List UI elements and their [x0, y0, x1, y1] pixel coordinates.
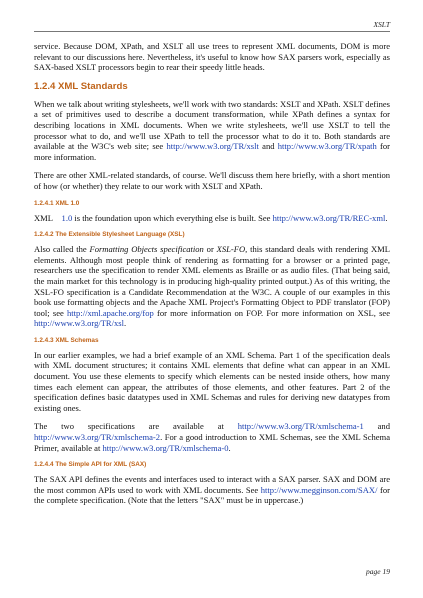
sax-paragraph — [34, 474, 390, 506]
subsection-heading-xsl: 1.2.4.2 The Extensible Stylesheet Language (XSL) — [34, 231, 185, 239]
rec-xml-link[interactable]: http://www.w3.org/TR/REC-xml — [272, 212, 386, 223]
paragraph-text: XML — [34, 212, 53, 223]
xsl-paragraph — [34, 244, 390, 329]
standards-paragraph — [34, 99, 390, 163]
intro-paragraph: service. Because DOM, XPath, and XSLT all use trees to represent XML documents, DOM is more relevant to our discussions here. Nevertheless, it's useful to know how SAX parsers work, especially as SAX-based XSLT processors begin to rear their speedy little heads. — [34, 41, 390, 73]
paragraph-text: and — [363, 421, 390, 432]
xpath-spec-link[interactable]: http://www.w3.org/TR/xpath — [277, 141, 377, 152]
paragraph-text: or — [203, 244, 217, 255]
xmlschema-2-link[interactable]: http://www.w3.org/TR/xmlschema-2 — [34, 432, 161, 443]
paragraph-text: is the foundation upon which everything else is built. See — [72, 212, 273, 223]
xsl-spec-link[interactable]: http://www.w3.org/TR/xsl — [34, 318, 124, 329]
page-number: page 19 — [366, 567, 390, 576]
other-standards-paragraph: There are other XML-related standards, of course. We'll discuss them here briefly, with a short mention of how (or whether) they relate to our work with XSLT and XPath. — [34, 170, 390, 191]
schemas-paragraph-1: In our earlier examples, we had a brief example of an XML Schema. Part 1 of the specification deals with XML document structures; it contains XML elements that define what can appear in an XML document. You use these elements to specify which elements can be nested inside others, how many times each element can appear, the attributes of those elements, and other features. Part 2 of the specification defines basic datatypes used in XML Schemas and rules for deriving new datatypes from existing ones. — [34, 349, 390, 413]
paragraph-text: and — [258, 141, 278, 152]
header-rule — [34, 31, 390, 32]
subsection-heading-sax: 1.2.4.4 The Simple API for XML (SAX) — [34, 461, 147, 469]
paragraph-text: The two specifications are available at — [34, 421, 238, 432]
paragraph-text: . — [123, 318, 127, 329]
paragraph-text: . — [228, 442, 231, 453]
sax-spec-link[interactable]: http://www.megginson.com/SAX/ — [260, 484, 378, 495]
xmlschema-0-link[interactable]: http://www.w3.org/TR/xmlschema-0 — [102, 442, 229, 453]
paragraph-text: , this standard deals with rendering XML elements. Although most people think of rendering as formatting for a browser or a printed page, researchers use the specification to render XML elements as Braille or as audio files. (That being said, the main market for this technology is in producing high-quality printed output.) As of this writing, the XSL-FO specification is a Candidate Recommendation at the W3C. A couple of our examples in this book use formatting objects and the Apache XML Project's Formatting Object to PDF translator (FOP) tool; see — [34, 244, 390, 318]
schemas-paragraph-2 — [34, 421, 390, 453]
paragraph-text: The SAX API defines the events and interfaces used to interact with a SAX parser. SAX and DOM are the most common APIs used to work with XML documents. See — [34, 474, 390, 495]
paragraph-text: When we talk about writing stylesheets, we'll work with two standards: XSLT and XPath. XSLT defines a set of primitives used to describe a document transformation, while XPath defines a syntax for describing locations in XML documents. When we write stylesheets, we'll use XSLT to tell the processor what to do, and we'll use XPath to tell the processor what to do it to. Both standards are available at the W3C's web site; see — [34, 98, 390, 152]
xml10-paragraph — [34, 213, 390, 224]
paragraph-text: for more information on FOP. For more information on XSL, see — [153, 307, 391, 318]
fop-link[interactable]: http://xml.apache.org/fop — [67, 307, 154, 318]
running-header: XSLT — [373, 20, 390, 29]
paragraph-text: for the complete specification. (Note that the letters "SAX" must be in uppercase.) — [34, 484, 390, 506]
emphasis-text: XSL-FO — [216, 244, 246, 255]
paragraph-text: . — [385, 212, 388, 223]
emphasis-text: Formatting Objects specification — [89, 244, 204, 255]
paragraph-text: . For a good introduction to XML Schemas, see the XML Schema Primer, available at — [34, 432, 390, 453]
paragraph-text: Also called the — [34, 244, 90, 255]
xml10-inline-link[interactable]: 1.0 — [61, 212, 73, 223]
paragraph-text: for more information. — [34, 141, 391, 162]
xslt-spec-link[interactable]: http://www.w3.org/TR/xslt — [166, 141, 259, 152]
section-heading: 1.2.4 XML Standards — [34, 80, 128, 92]
xmlschema-1-link[interactable]: http://www.w3.org/TR/xmlschema-1 — [237, 421, 364, 432]
subsection-heading-schemas: 1.2.4.3 XML Schemas — [34, 336, 99, 344]
page-content — [34, 41, 390, 514]
subsection-heading-xml10: 1.2.4.1 XML 1.0 — [34, 199, 80, 207]
